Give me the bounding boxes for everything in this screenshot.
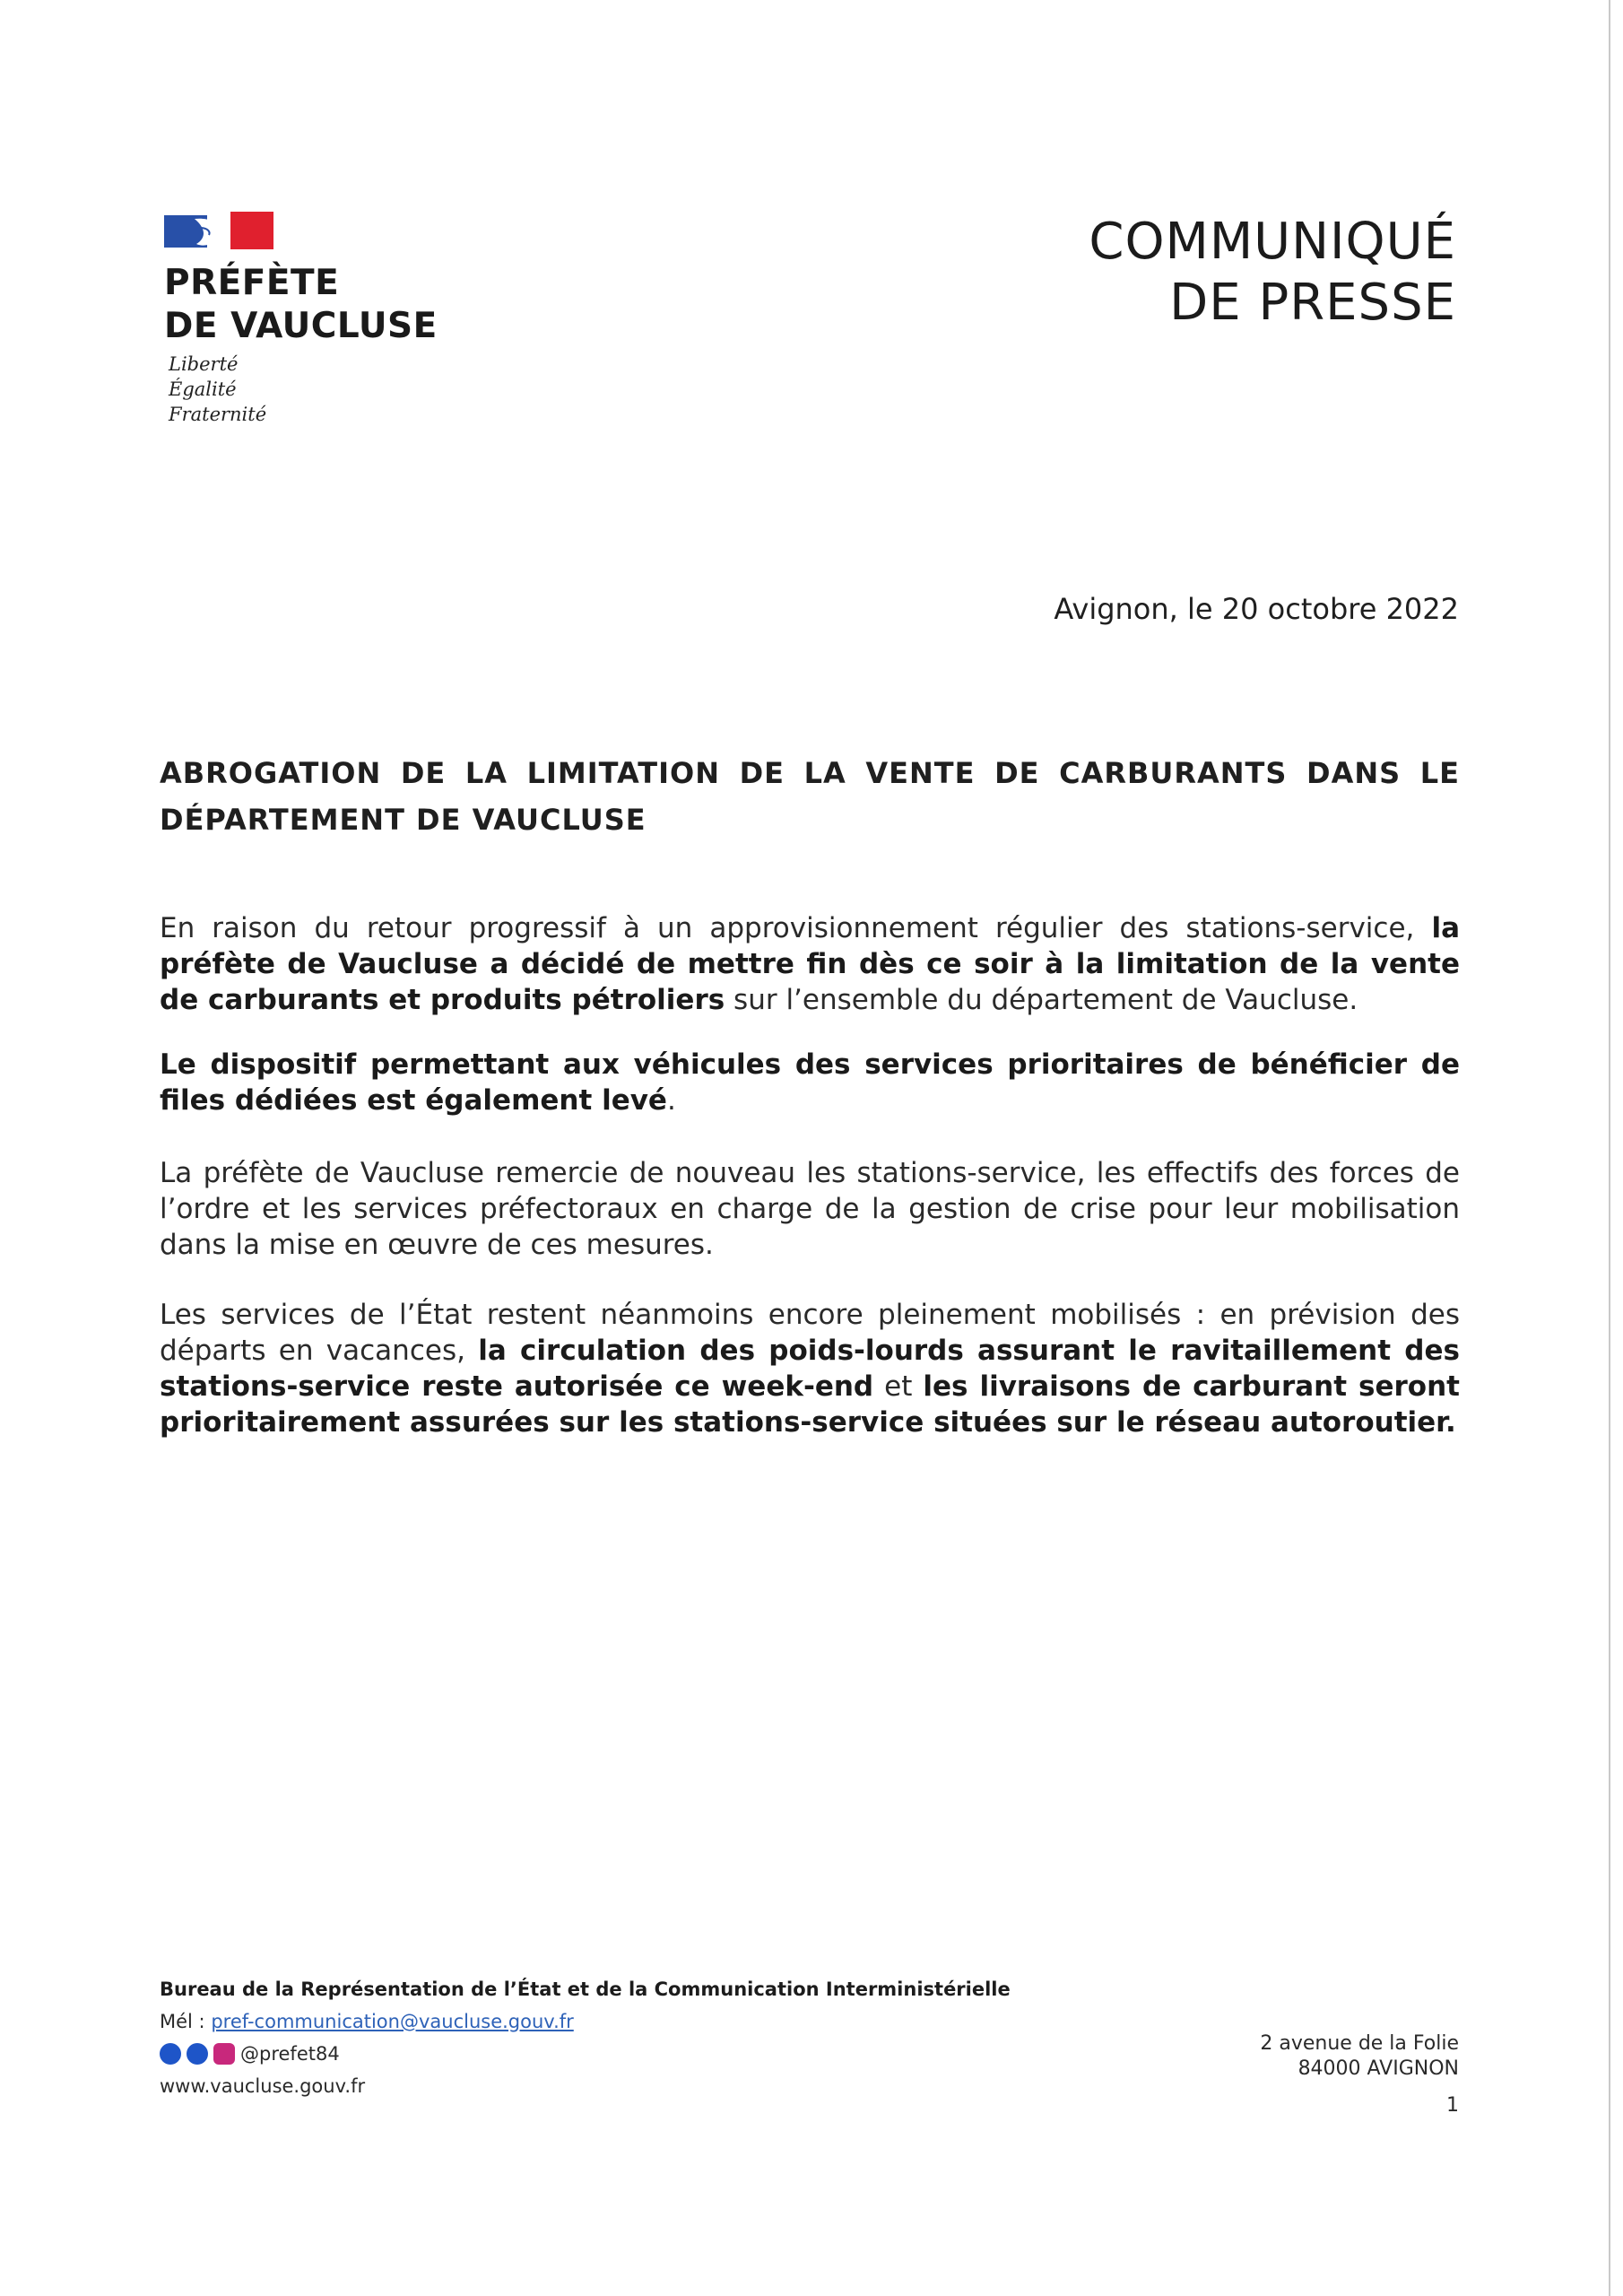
press-release-title: ABROGATION DE LA LIMITATION DE LA VENTE DE CARBURANTS DANS LE DÉPARTEMENT DE VAUCLUSE: [160, 756, 1460, 837]
address-line-2: 84000 AVIGNON: [1298, 2057, 1459, 2080]
p1-text-a: En raison du retour progressif à un approvisionnement régulier des stations-service,: [160, 912, 1432, 944]
document-type: [1089, 212, 1456, 334]
p4-text-c: et: [873, 1370, 924, 1403]
p4-bold-2: les livraisons de carburant seront prioritairement assurées sur les stations-service situées sur le réseau autoroutier.: [160, 1370, 1460, 1439]
paragraph-1: [160, 910, 1460, 1018]
p4-bold-1: la circulation des poids-lourds assurant le ravitaillement des stations-service reste autorisée ce week-end: [160, 1335, 1460, 1403]
prefecture-name: [164, 262, 438, 348]
p2-bold: Le dispositif permettant aux véhicules des services prioritaires de bénéficier de files dédiées est également levé: [160, 1048, 1460, 1117]
mail-label: Mél :: [160, 2011, 212, 2032]
doc-type-line-1: COMMUNIQUÉ: [1089, 213, 1456, 271]
social-line: [160, 2038, 1011, 2070]
motto-liberte: Liberté: [169, 353, 239, 375]
page-edge: [1609, 0, 1610, 2296]
instagram-icon[interactable]: [213, 2043, 235, 2065]
twitter-icon[interactable]: [160, 2043, 181, 2065]
address-line-1: 2 avenue de la Folie: [1260, 2032, 1459, 2055]
bureau-name: Bureau de la Représentation de l’État et de la Communication Interministérielle: [160, 1979, 1011, 2000]
p1-text-c: sur l’ensemble du département de Vaucluse.: [725, 984, 1358, 1016]
facebook-icon[interactable]: [187, 2043, 208, 2065]
paragraph-2: [160, 1047, 1460, 1118]
motto: [169, 352, 266, 427]
website-link[interactable]: www.vaucluse.gouv.fr: [160, 2075, 366, 2097]
flag-icon: [164, 212, 273, 249]
footer-address: [1260, 2031, 1459, 2082]
marianne-logo: [164, 212, 273, 249]
p4-text-a: Les services de l’État restent néanmoins encore pleinement mobilisés : en prévision des départs en vacances,: [160, 1299, 1460, 1367]
social-handle: @prefet84: [240, 2043, 340, 2065]
org-line-1: PRÉFÈTE: [164, 263, 340, 303]
date-line: Avignon, le 20 octobre 2022: [1054, 592, 1459, 626]
org-line-2: DE VAUCLUSE: [164, 306, 438, 346]
motto-fraternite: Fraternité: [169, 404, 267, 425]
page-number: 1: [1446, 2094, 1459, 2117]
paragraph-3: La préfète de Vaucluse remercie de nouveau les stations-service, les effectifs des forces de l’ordre et les services préfectoraux en charge de la gestion de crise pour leur mobilisation dans la mise en œuvre de ces mesures.: [160, 1157, 1460, 1261]
doc-type-line-2: DE PRESSE: [1169, 274, 1456, 332]
footer-contact: [160, 1973, 1011, 2102]
paragraph-4: [160, 1297, 1460, 1440]
p2-text-b: .: [666, 1084, 676, 1117]
motto-egalite: Égalité: [169, 378, 237, 400]
p1-bold: la préfète de Vaucluse a décidé de mettre fin dès ce soir à la limitation de la vente de carburants et produits pétroliers: [160, 912, 1460, 1016]
mail-link[interactable]: pref-communication@vaucluse.gouv.fr: [211, 2011, 574, 2032]
mail-line: [160, 2005, 1011, 2038]
